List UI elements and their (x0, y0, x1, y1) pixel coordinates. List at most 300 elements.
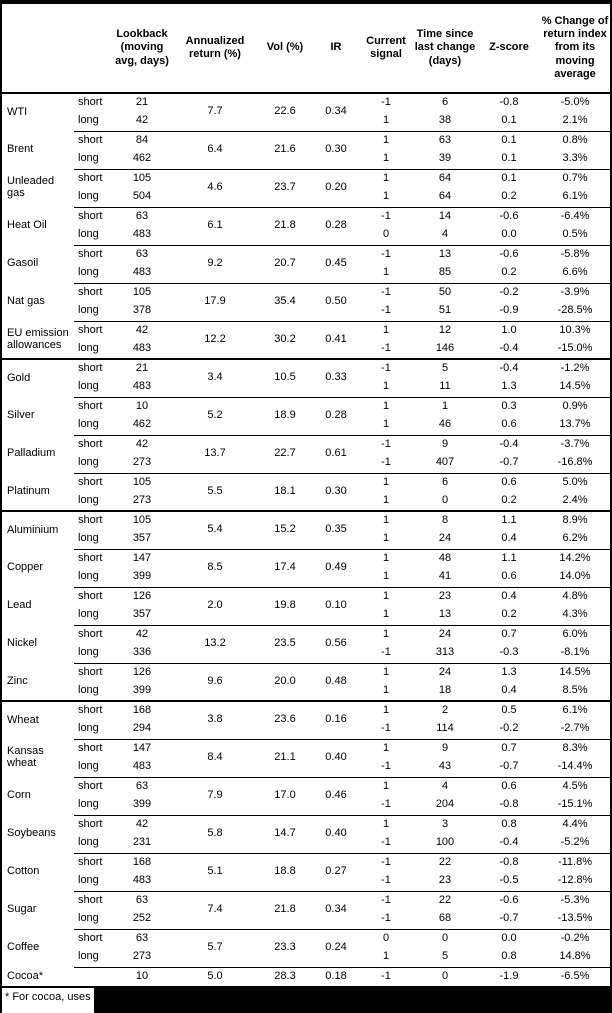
cell-zscore: -0.7 (499, 760, 519, 773)
cell-current-signal: -1 (381, 722, 391, 735)
cell-leg: short (78, 96, 103, 109)
cell-current-signal: -1 (381, 342, 391, 355)
cell-pct-change: 8.5% (562, 684, 588, 697)
table-row (2, 625, 610, 644)
cell-leg: long (78, 646, 99, 659)
cell-ir: 0.28 (312, 397, 360, 435)
cell-lookback: 42 (135, 114, 149, 127)
cell-vol: 20.0 (258, 663, 312, 701)
cell-time-since-change: 48 (412, 549, 478, 568)
cell-time-since-change: 0 (412, 929, 478, 948)
cell-pct-change: 8.3% (540, 739, 610, 758)
cell-time-since-change: 6 (441, 96, 449, 109)
cell-commodity-name: Sugar (7, 903, 37, 916)
cell-annualized-return: 7.4 (172, 891, 258, 929)
cell-commodity-name: Gold (2, 359, 74, 397)
cell-current-signal: 1 (360, 549, 412, 568)
cell-time-since-change: 46 (438, 418, 452, 431)
cell-zscore: 1.1 (478, 511, 540, 530)
cell-zscore: 1.3 (478, 663, 540, 682)
cell-time-since-change: 18 (438, 684, 452, 697)
cell-zscore: -0.7 (499, 912, 519, 925)
cell-current-signal: -1 (381, 304, 391, 317)
cell-leg: long (78, 722, 99, 735)
cell-ir: 0.56 (312, 625, 360, 663)
cell-time-since-change: 313 (435, 646, 455, 659)
cell-vol: 23.3 (258, 929, 312, 967)
cell-vol: 23.5 (258, 625, 312, 663)
cell-lookback: 105 (112, 511, 172, 530)
cell-lookback: 483 (132, 342, 152, 355)
cell-zscore: 0.6 (501, 570, 517, 583)
cell-commodity-name: Nickel (7, 637, 37, 650)
cell-ir: 0.61 (312, 435, 360, 473)
cell-ir: 0.33 (312, 359, 360, 397)
cell-current-signal: 1 (382, 608, 390, 621)
cell-current-signal: 1 (382, 532, 390, 545)
cell-time-since-change: 3 (412, 815, 478, 834)
cell-vol: 21.8 (258, 891, 312, 929)
cell-lookback: 168 (112, 701, 172, 720)
cell-pct-change: 4.4% (540, 815, 610, 834)
cell-zscore: -0.4 (478, 359, 540, 378)
cell-current-signal: 1 (360, 663, 412, 682)
cell-commodity-name: Brent (7, 143, 34, 156)
cell-annualized-return: 4.6 (172, 169, 258, 207)
cell-zscore: -0.4 (478, 435, 540, 454)
column-header-time-since-change: Time since last change (days) (412, 4, 478, 93)
cell-leg: short (74, 207, 112, 226)
cell-pct-change: 0.9% (540, 397, 610, 416)
cell-pct-change: 6.2% (562, 532, 588, 545)
cell-pct-change: -5.0% (560, 96, 590, 109)
cell-leg: long (78, 760, 99, 773)
cell-time-since-change: 4 (441, 228, 449, 241)
cell-leg: long (78, 342, 99, 355)
cell-lookback: 63 (112, 929, 172, 948)
cell-time-since-change: 38 (438, 114, 452, 127)
cell-lookback: 462 (132, 418, 152, 431)
cell-ir: 0.41 (312, 321, 360, 359)
cell-leg: short (74, 929, 112, 948)
cell-ir: 0.30 (312, 473, 360, 511)
cell-lookback: 147 (112, 549, 172, 568)
cell-pct-change: 13.7% (559, 418, 591, 431)
cell-zscore: -1.9 (478, 967, 540, 986)
column-header-current-signal: Current signal (360, 4, 412, 93)
cell-vol: 21.1 (258, 739, 312, 777)
cell-current-signal: -1 (360, 891, 412, 910)
cell-pct-change: -28.5% (557, 304, 593, 317)
table-row (2, 245, 610, 264)
cell-commodity-name: Lead (7, 599, 32, 612)
cell-current-signal: -1 (360, 967, 412, 986)
table-row (2, 131, 610, 150)
cell-annualized-return: 6.4 (172, 131, 258, 169)
cell-leg: short (74, 245, 112, 264)
cell-pct-change: 14.0% (559, 570, 591, 583)
cell-time-since-change: 407 (435, 456, 455, 469)
table-row (2, 511, 610, 530)
column-header-zscore: Z-score (478, 4, 540, 93)
cell-zscore: 0.7 (478, 625, 540, 644)
cell-zscore: 1.3 (501, 380, 517, 393)
cell-leg: long (78, 532, 99, 545)
cell-leg: long (78, 456, 99, 469)
cell-time-since-change: 0 (441, 494, 449, 507)
cell-lookback: 105 (112, 169, 172, 188)
cell-lookback: 462 (132, 152, 152, 165)
cell-zscore: -0.2 (499, 722, 519, 735)
cell-time-since-change: 39 (438, 152, 452, 165)
cell-leg: short (74, 359, 112, 378)
cell-pct-change: -3.9% (540, 283, 610, 302)
cell-lookback: 10 (112, 397, 172, 416)
cell-leg: short (74, 511, 112, 530)
cell-current-signal: 1 (382, 418, 390, 431)
cell-leg: short (74, 397, 112, 416)
cell-annualized-return: 13.7 (172, 435, 258, 473)
cell-ir: 0.28 (312, 207, 360, 245)
cell-current-signal: 1 (382, 684, 390, 697)
cell-current-signal: 1 (382, 152, 390, 165)
cell-lookback: 336 (132, 646, 152, 659)
cell-current-signal: 0 (360, 929, 412, 948)
cell-ir: 0.16 (312, 701, 360, 739)
cell-time-since-change: 22 (412, 853, 478, 872)
cell-pct-change: 5.0% (540, 473, 610, 492)
cell-zscore: 0.2 (501, 190, 517, 203)
cell-current-signal: 1 (382, 114, 390, 127)
cell-leg: short (74, 587, 112, 606)
cell-ir: 0.20 (312, 169, 360, 207)
cell-pct-change: 4.5% (540, 777, 610, 796)
cell-pct-change: 8.9% (540, 511, 610, 530)
cell-zscore: 0.6 (478, 777, 540, 796)
cell-vol: 17.4 (258, 549, 312, 587)
table-row (2, 435, 610, 454)
cell-lookback: 483 (132, 228, 152, 241)
table-row (2, 321, 610, 340)
cell-pct-change: -1.2% (540, 359, 610, 378)
column-header-commodity (2, 4, 74, 93)
cell-ir: 0.46 (312, 777, 360, 815)
cell-current-signal: 1 (382, 570, 390, 583)
cell-zscore: 1.0 (478, 321, 540, 340)
table-header (2, 4, 610, 93)
cell-zscore: -0.6 (478, 891, 540, 910)
cell-leg: long (78, 608, 99, 621)
cell-current-signal: -1 (360, 245, 412, 264)
cell-lookback: 378 (132, 304, 152, 317)
cell-time-since-change: 4 (412, 777, 478, 796)
cell-vol: 35.4 (258, 283, 312, 321)
cell-commodity-name: WTI (7, 105, 28, 118)
cell-ir: 0.27 (312, 853, 360, 891)
cell-ir: 0.10 (312, 587, 360, 625)
cell-pct-change: 6.1% (540, 701, 610, 720)
cell-time-since-change: 5 (441, 950, 449, 963)
cell-lookback: 399 (132, 798, 152, 811)
cell-lookback: 84 (112, 131, 172, 150)
cell-ir: 0.18 (312, 967, 360, 986)
table-row (2, 853, 610, 872)
cell-annualized-return: 12.2 (172, 321, 258, 359)
cell-lookback: 42 (112, 321, 172, 340)
cell-pct-change: 0.7% (540, 169, 610, 188)
cell-lookback: 483 (132, 874, 152, 887)
cell-vol: 10.5 (258, 359, 312, 397)
cell-pct-change: -5.3% (540, 891, 610, 910)
cell-annualized-return: 5.7 (172, 929, 258, 967)
cell-zscore: 0.1 (501, 114, 517, 127)
cell-pct-change: -5.2% (560, 836, 590, 849)
cell-lookback: 294 (132, 722, 152, 735)
cell-commodity-name: Gasoil (7, 257, 39, 270)
cell-time-since-change: 41 (438, 570, 452, 583)
cell-vol: 23.6 (258, 701, 312, 739)
cell-lookback: 357 (132, 608, 152, 621)
cell-leg: long (78, 912, 99, 925)
cell-time-since-change: 9 (412, 435, 478, 454)
cell-lookback: 168 (112, 853, 172, 872)
cell-vol: 14.7 (258, 815, 312, 853)
cell-current-signal: -1 (381, 798, 391, 811)
cell-lookback: 483 (132, 380, 152, 393)
cell-lookback: 105 (112, 473, 172, 492)
cell-current-signal: -1 (381, 456, 391, 469)
cell-pct-change: -15.1% (557, 798, 593, 811)
cell-leg: short (74, 853, 112, 872)
cell-current-signal: 1 (382, 266, 390, 279)
cell-zscore: 0.2 (501, 494, 517, 507)
cell-time-since-change: 68 (438, 912, 452, 925)
cell-leg: long (78, 570, 99, 583)
cell-ir: 0.34 (312, 891, 360, 929)
cell-pct-change: 14.2% (540, 549, 610, 568)
cell-leg: long (78, 114, 99, 127)
cell-pct-change: -3.7% (540, 435, 610, 454)
cell-time-since-change: 43 (438, 760, 452, 773)
cell-commodity-name: Silver (7, 409, 35, 422)
cell-time-since-change: 204 (435, 798, 455, 811)
cell-zscore: 0.4 (478, 587, 540, 606)
cell-time-since-change: 100 (435, 836, 455, 849)
cell-zscore: 0.5 (478, 701, 540, 720)
column-header-leg (74, 4, 112, 93)
cell-leg: short (74, 473, 112, 492)
cell-current-signal: -1 (360, 853, 412, 872)
cell-ir: 0.35 (312, 511, 360, 549)
cell-leg (74, 967, 112, 986)
cell-pct-change: -6.4% (540, 207, 610, 226)
cell-zscore: 0.2 (501, 266, 517, 279)
cell-time-since-change: 22 (412, 891, 478, 910)
table-row (2, 169, 610, 188)
table-row (2, 663, 610, 682)
cell-current-signal: -1 (360, 207, 412, 226)
cell-pct-change: 14.5% (540, 663, 610, 682)
cell-time-since-change: 12 (412, 321, 478, 340)
cell-lookback: 63 (112, 207, 172, 226)
cell-current-signal: -1 (360, 435, 412, 454)
cell-current-signal: 1 (360, 169, 412, 188)
cell-pct-change: 6.1% (562, 190, 588, 203)
cell-annualized-return: 7.9 (172, 777, 258, 815)
cell-leg: long (78, 836, 99, 849)
cell-leg: long (78, 798, 99, 811)
cell-leg: short (74, 739, 112, 758)
cell-current-signal: 1 (360, 815, 412, 834)
cell-lookback: 273 (132, 494, 152, 507)
cell-vol: 28.3 (258, 967, 312, 986)
cell-current-signal: 1 (360, 511, 412, 530)
table-row (2, 929, 610, 948)
cell-commodity-name: Cocoa* (7, 969, 44, 982)
cell-current-signal: 1 (360, 473, 412, 492)
table-row (2, 777, 610, 796)
cell-current-signal: 1 (360, 777, 412, 796)
cell-leg: short (74, 891, 112, 910)
cell-pct-change: -5.8% (540, 245, 610, 264)
cell-time-since-change: 2 (412, 701, 478, 720)
cell-zscore: 0.6 (501, 418, 517, 431)
cell-pct-change: -0.2% (540, 929, 610, 948)
cell-vol: 18.8 (258, 853, 312, 891)
cell-vol: 17.0 (258, 777, 312, 815)
table-row (2, 891, 610, 910)
cell-time-since-change: 24 (412, 663, 478, 682)
cell-current-signal: 1 (360, 397, 412, 416)
cell-time-since-change: 11 (439, 380, 451, 393)
cell-ir: 0.34 (325, 105, 347, 118)
cell-current-signal: 1 (360, 739, 412, 758)
cell-lookback: 42 (112, 625, 172, 644)
cell-time-since-change: 6 (412, 473, 478, 492)
cell-zscore: 0.4 (501, 684, 517, 697)
cell-leg: long (78, 228, 99, 241)
cell-lookback: 42 (112, 435, 172, 454)
cell-vol: 21.8 (258, 207, 312, 245)
cell-ir: 0.40 (312, 739, 360, 777)
cell-zscore: 0.8 (478, 815, 540, 834)
cell-leg: short (74, 815, 112, 834)
cell-pct-change: 2.1% (562, 114, 588, 127)
cell-commodity-name: Nat gas (7, 295, 45, 308)
cell-ir: 0.24 (312, 929, 360, 967)
cell-ir: 0.40 (312, 815, 360, 853)
cell-current-signal: 1 (360, 701, 412, 720)
cell-ir: 0.50 (312, 283, 360, 321)
cell-leg: short (74, 131, 112, 150)
cell-lookback: 42 (112, 815, 172, 834)
table-row (2, 815, 610, 834)
cell-current-signal: 1 (360, 131, 412, 150)
cell-zscore: 0.6 (478, 473, 540, 492)
cell-leg: short (74, 321, 112, 340)
cell-current-signal: 1 (382, 950, 390, 963)
cell-annualized-return: 9.6 (172, 663, 258, 701)
table-row (2, 207, 610, 226)
cell-pct-change: -12.8% (557, 874, 593, 887)
cell-zscore: 0.8 (501, 950, 517, 963)
table-row (2, 587, 610, 606)
cell-lookback: 357 (132, 532, 152, 545)
footnote-bar (2, 986, 610, 1013)
column-header-annualized-return: Annualized return (%) (172, 4, 258, 93)
cell-commodity-name: Palladium (7, 447, 56, 460)
cell-zscore: 0.1 (478, 131, 540, 150)
cell-annualized-return: 5.8 (172, 815, 258, 853)
cell-current-signal: -1 (381, 646, 391, 659)
cell-zscore: -0.8 (499, 798, 519, 811)
cell-commodity-name: Cotton (7, 865, 40, 878)
cell-zscore: 0.1 (501, 152, 517, 165)
cell-lookback: 63 (112, 777, 172, 796)
cell-leg: long (78, 494, 99, 507)
cell-zscore: 1.1 (478, 549, 540, 568)
cell-pct-change: -14.4% (557, 760, 593, 773)
commodity-signals-table (2, 4, 610, 986)
column-header-pct-change: % Change of return index from its moving average (540, 4, 610, 93)
cell-leg: short (74, 435, 112, 454)
table-body (2, 93, 610, 986)
cell-lookback: 231 (132, 836, 152, 849)
cell-lookback: 63 (112, 245, 172, 264)
cell-lookback: 21 (112, 359, 172, 378)
cell-lookback: 399 (132, 570, 152, 583)
cell-annualized-return: 5.2 (172, 397, 258, 435)
cell-time-since-change: 9 (412, 739, 478, 758)
cell-time-since-change: 51 (438, 304, 452, 317)
cell-current-signal: -1 (381, 760, 391, 773)
cell-annualized-return: 8.4 (172, 739, 258, 777)
cell-leg: long (78, 190, 99, 203)
cell-lookback: 504 (132, 190, 152, 203)
cell-commodity-name: Platinum (7, 484, 50, 497)
cell-annualized-return: 6.1 (172, 207, 258, 245)
cell-commodity-name: Coffee (7, 941, 40, 954)
cell-leg: short (74, 663, 112, 682)
table-row (2, 739, 610, 758)
cell-current-signal: 0 (382, 228, 390, 241)
cell-lookback: 126 (112, 587, 172, 606)
cell-current-signal: -1 (381, 836, 391, 849)
column-header-ir: IR (312, 4, 360, 93)
cell-leg: short (74, 777, 112, 796)
cell-commodity-name: Zinc (7, 674, 28, 687)
cell-pct-change: -15.0% (557, 342, 593, 355)
cell-annualized-return: 2.0 (172, 587, 258, 625)
cell-zscore: -0.2 (478, 283, 540, 302)
cell-annualized-return: 5.0 (172, 967, 258, 986)
cell-annualized-return: 5.5 (172, 473, 258, 511)
cell-lookback: 252 (132, 912, 152, 925)
cell-time-since-change: 63 (412, 131, 478, 150)
cell-zscore: 0.0 (478, 929, 540, 948)
cell-pct-change: 3.3% (562, 152, 588, 165)
cell-lookback: 483 (132, 760, 152, 773)
cell-vol: 22.6 (274, 105, 296, 118)
cell-pct-change: 10.3% (540, 321, 610, 340)
cell-commodity-name: Copper (7, 561, 44, 574)
cell-ir: 0.30 (312, 131, 360, 169)
cell-leg: long (78, 950, 99, 963)
cell-current-signal: 1 (360, 625, 412, 644)
cell-lookback: 126 (112, 663, 172, 682)
table-row (2, 549, 610, 568)
cell-zscore: -0.6 (478, 207, 540, 226)
